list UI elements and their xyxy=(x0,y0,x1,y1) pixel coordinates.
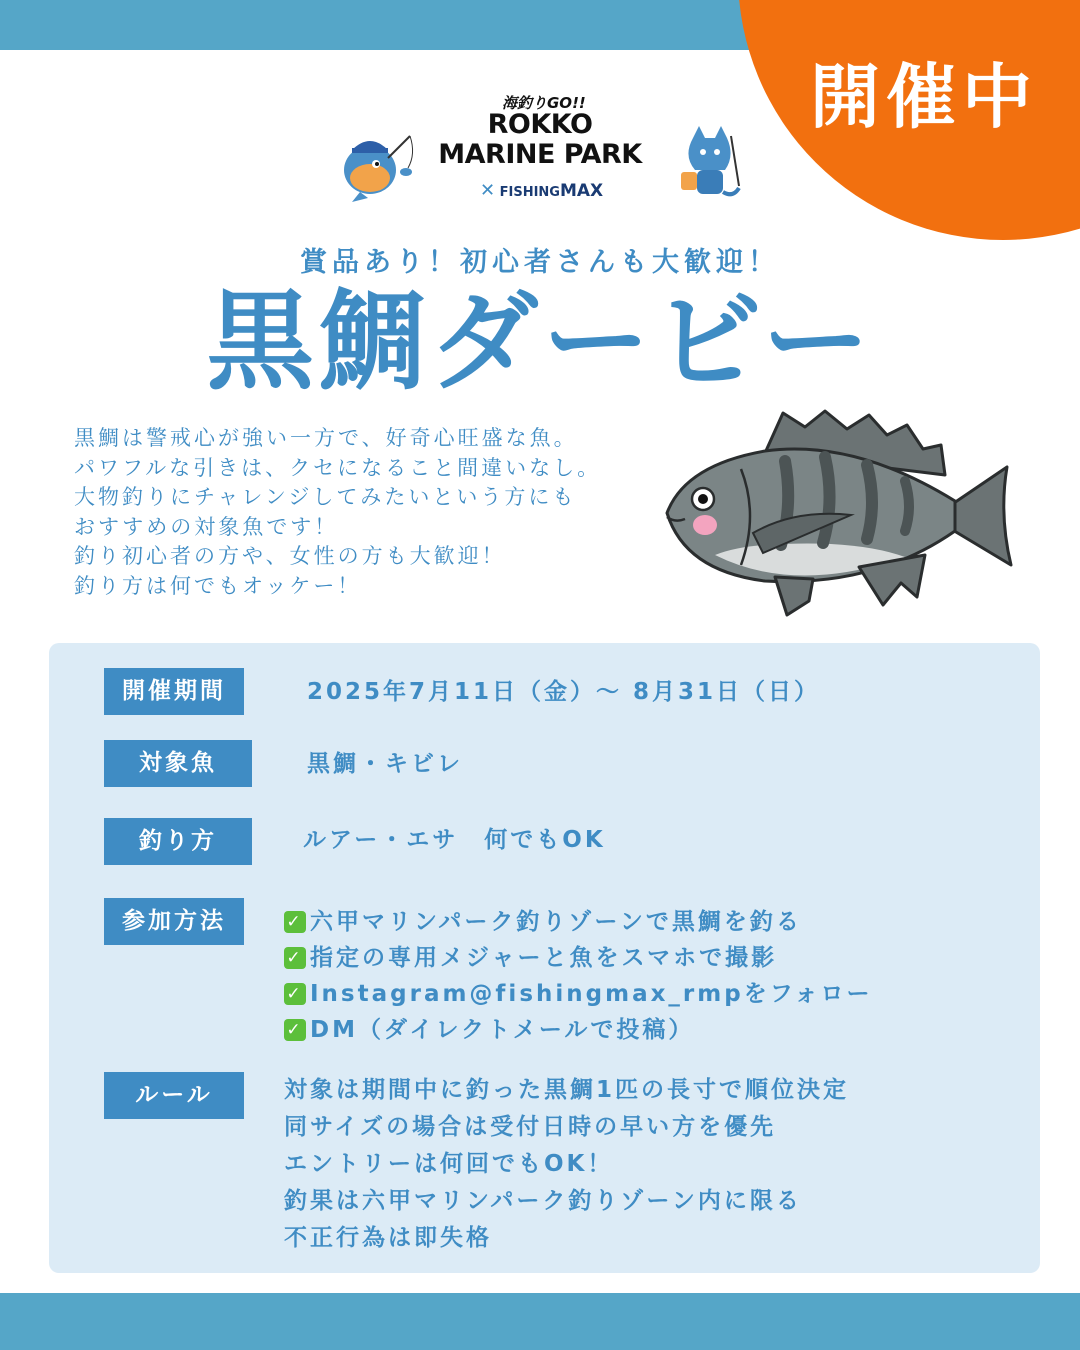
target-fish-value: 黒鯛・キビレ xyxy=(307,751,463,777)
fishing-max-logo xyxy=(480,180,603,201)
intro-text xyxy=(74,424,694,601)
how-to-join-list xyxy=(284,904,873,1048)
label-fishing-method: 釣り方 xyxy=(104,818,252,865)
logo-title-line2: MARINE PARK xyxy=(438,139,642,170)
intro-line: 大物釣りにチャレンジしてみたいという方にも xyxy=(74,485,577,509)
page-title: 黒鯛ダービー xyxy=(206,280,874,405)
fishing-max-brand: MAX xyxy=(559,181,604,201)
rules-list xyxy=(284,1072,849,1257)
check-mark-icon: ✓ xyxy=(284,947,306,969)
fishing-max-x-icon: ✕ xyxy=(480,180,496,201)
rule-item: 釣果は六甲マリンパーク釣りゾーン内に限る xyxy=(284,1188,802,1214)
fishing-method-value: ルアー・エサ 何でもOK xyxy=(303,827,606,853)
black-sea-bream-illustration xyxy=(655,405,1020,620)
fishing-max-prefix: FISHING xyxy=(499,185,560,200)
label-period: 開催期間 xyxy=(104,668,244,715)
period-value: 2025年7月11日（金）〜 8月31日（日） xyxy=(307,679,821,705)
join-step: ✓ DM（ダイレクトメールで投稿） xyxy=(284,1012,873,1048)
check-mark-icon: ✓ xyxy=(284,1019,306,1041)
label-how-to-join: 参加方法 xyxy=(104,898,244,945)
check-mark-icon: ✓ xyxy=(284,911,306,933)
label-target-fish: 対象魚 xyxy=(104,740,252,787)
intro-line: 黒鯛は警戒心が強い一方で、好奇心旺盛な魚。 xyxy=(74,426,578,450)
rule-item: 同サイズの場合は受付日時の早い方を優先 xyxy=(284,1114,777,1140)
logo-title xyxy=(410,110,670,170)
logo-title-line1: ROKKO xyxy=(487,109,593,140)
rule-item: 不正行為は即失格 xyxy=(284,1225,492,1251)
fish-mascot-icon xyxy=(338,128,418,204)
intro-line: パワフルな引きは、クセになること間違いなし。 xyxy=(74,455,602,480)
cat-mascot-icon xyxy=(675,126,745,202)
rule-item: 対象は期間中に釣った黒鯛1匹の長寸で順位決定 xyxy=(284,1077,850,1103)
rule-item: エントリーは何回でもOK！ xyxy=(284,1151,614,1177)
rokko-marine-park-logo xyxy=(330,82,750,212)
check-mark-icon: ✓ xyxy=(284,983,306,1005)
intro-line: 釣り方は何でもオッケー！ xyxy=(74,573,362,598)
join-step: ✓ 六甲マリンパーク釣りゾーンで黒鯛を釣る xyxy=(284,904,873,940)
intro-line: 釣り初心者の方や、女性の方も大歓迎！ xyxy=(74,544,506,568)
intro-line: おすすめの対象魚です！ xyxy=(74,514,339,539)
page-subtitle: 賞品あり！初心者さんも大歓迎！ xyxy=(300,247,780,278)
join-step: ✓ Instagram@fishingmax_rmpをフォロー xyxy=(284,976,873,1012)
label-rules: ルール xyxy=(104,1072,244,1119)
logo-tagline: 海釣りGO!! xyxy=(502,94,586,112)
join-step: ✓ 指定の専用メジャーと魚をスマホで撮影 xyxy=(284,940,873,976)
bottom-bar xyxy=(0,1293,1080,1350)
status-badge-text: 開催中 xyxy=(810,56,1038,138)
